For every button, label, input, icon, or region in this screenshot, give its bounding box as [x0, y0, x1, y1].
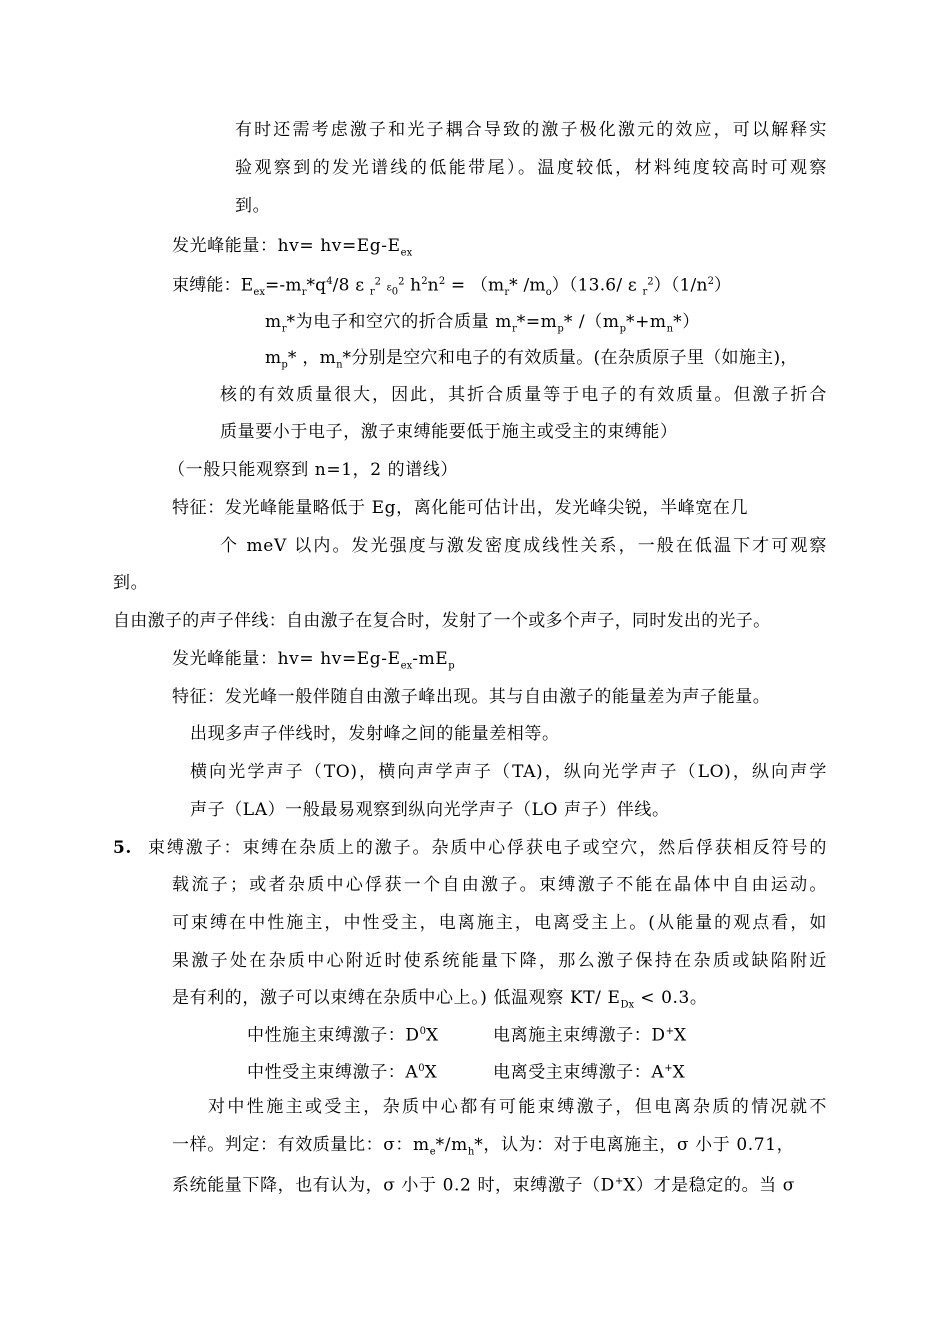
- text-run: ε: [386, 282, 392, 294]
- text-run: ）（1/n: [653, 275, 708, 296]
- subscript: Dx: [620, 999, 635, 1011]
- text-run: 是有利的，激子可以束缚在杂质中心上。) 低温观察 KT/ E: [172, 988, 621, 1008]
- text-run: X: [672, 1062, 686, 1083]
- text-run: < 0.3。: [640, 988, 708, 1008]
- subscript: r: [504, 287, 510, 299]
- text-line: 验观察到的发光谱线的低能带尾）。温度较低，材料纯度较高时可观察: [235, 158, 827, 178]
- text-run: = （m: [450, 275, 505, 296]
- text-run: =-m: [264, 275, 302, 296]
- superscript: +: [614, 1176, 624, 1187]
- subscript: r: [642, 286, 648, 298]
- text-run: */m: [435, 1135, 468, 1155]
- text-run: m: [265, 312, 282, 332]
- text-run: X: [426, 1025, 439, 1046]
- superscript: 2: [438, 276, 446, 287]
- formula-line: [172, 270, 731, 305]
- section-heading: 自由激子的声子伴线：自由激子在复合时，发射了一个或多个声子，同时发出的光子。: [113, 611, 771, 631]
- formula-line: [265, 346, 798, 377]
- text-line: 载流子；或者杂质中心俘获一个自由激子。束缚激子不能在晶体中自由运动。: [172, 875, 827, 895]
- text-run: ）: [714, 275, 732, 296]
- subscript: o: [545, 287, 552, 299]
- text-run: 发光峰能量：hv= hv=Eg-E: [172, 236, 401, 256]
- subscript: p: [619, 323, 626, 335]
- subscript: ex: [400, 660, 413, 672]
- subscript: r: [511, 323, 517, 335]
- superscript: 0: [418, 1063, 425, 1074]
- text-line: 出现多声子伴线时，发射峰之间的能量差相等。: [190, 724, 560, 744]
- subscript: ex: [253, 287, 265, 299]
- formula-line: [493, 1020, 687, 1048]
- subscript: n: [336, 359, 343, 371]
- superscript: 2: [374, 276, 381, 288]
- section-number: 5.: [113, 838, 132, 858]
- text-run: /8 ε: [332, 275, 365, 296]
- text-line: 到。: [113, 573, 149, 593]
- text-run: X: [674, 1025, 687, 1046]
- formula-line: [247, 1057, 437, 1085]
- superscript: 0: [419, 1026, 427, 1037]
- text-line: （一般只能观察到 n=1，2 的谱线）: [168, 460, 459, 480]
- text-line: 横向光学声子（TO)，横向声学声子（TA)，纵向光学声子（LO)，纵向声学: [190, 762, 827, 782]
- subscript: r: [281, 323, 287, 335]
- text-run: * ，m: [287, 348, 337, 368]
- text-line: 对中性施主或受主，杂质中心都有可能束缚激子，但电离杂质的情况就不: [208, 1097, 827, 1117]
- formula-line: [172, 1133, 794, 1164]
- text-run: *分别是空穴和电子的有效质量。(在杂质原子里（如施主)，: [342, 348, 798, 368]
- subscript: n: [666, 323, 674, 335]
- text-run: *+m: [625, 312, 667, 332]
- text-line: 质量要小于电子，激子束缚能要低于施主或受主的束缚能）: [220, 422, 678, 442]
- superscript: 2: [398, 276, 405, 288]
- text-run: 电离施主束缚激子：D: [493, 1025, 666, 1046]
- text-run: 电离受主束缚激子：A: [493, 1062, 665, 1083]
- text-run: *）: [673, 312, 700, 332]
- text-run: 发光峰能量：hv= hv=Eg-E: [172, 649, 401, 669]
- text-run: 中性施主束缚激子：D: [247, 1025, 420, 1046]
- text-run: ）（13.6/ ε: [551, 275, 637, 296]
- text-run: 束缚能：E: [172, 275, 254, 296]
- formula-line: [493, 1057, 685, 1085]
- text-run: 一样。判定：有效质量比：σ：m: [172, 1135, 430, 1155]
- text-line: 特征：发光峰一般伴随自由激子峰出现。其与自由激子的能量差为声子能量。: [172, 687, 771, 707]
- text-run: *，认为：对于电离施主，σ 小于 0.71，: [474, 1135, 795, 1155]
- superscript: 2: [647, 276, 654, 288]
- subscript: r: [301, 287, 307, 299]
- formula-line: [265, 310, 700, 341]
- text-run: *为电子和空穴的折合质量 m: [286, 312, 512, 332]
- subscript: p: [448, 660, 455, 672]
- subscript: ex: [400, 247, 413, 259]
- superscript: 4: [326, 276, 333, 287]
- text-line: 个 meV 以内。发光强度与激发密度成线性关系，一般在低温下才可观察: [220, 536, 827, 556]
- text-line: 果激子处在杂质中心附近时使系统能量下降，那么激子保持在杂质或缺陷附近: [172, 951, 827, 971]
- subscript: h: [467, 1146, 475, 1158]
- section-heading: 束缚激子：束缚在杂质上的激子。杂质中心俘获电子或空穴，然后俘获相反符号的: [148, 838, 827, 858]
- formula-line: [172, 647, 455, 678]
- formula-line: [172, 234, 412, 265]
- text-run: -mE: [412, 649, 449, 669]
- text-line: 可束缚在中性施主，中性受主，电离施主，电离受主上。(从能量的观点看，如: [172, 913, 827, 933]
- text-run: *q: [306, 275, 327, 296]
- text-line: 核的有效质量很大，因此，其折合质量等于电子的有效质量。但激子折合: [220, 385, 827, 405]
- formula-line: [247, 1020, 439, 1048]
- superscript: +: [664, 1063, 673, 1074]
- subscript: e: [429, 1146, 436, 1158]
- text-run: X）才是稳定的。当 σ: [623, 1175, 795, 1196]
- text-run: 系统能量下降，也有认为，σ 小于 0.2 时，束缚激子（D: [172, 1175, 615, 1196]
- subscript: r: [369, 286, 375, 298]
- superscript: 2: [421, 276, 428, 287]
- subscript: 0: [391, 286, 399, 298]
- superscript: 2: [707, 276, 714, 287]
- formula-line: [172, 1170, 795, 1198]
- text-line: 到。: [235, 196, 271, 216]
- text-run: h: [410, 275, 422, 296]
- text-run: * /（m: [563, 312, 620, 332]
- subscript: p: [281, 359, 288, 371]
- text-line: 声子（LA）一般最易观察到纵向光学声子（LO 声子）伴线。: [190, 800, 670, 820]
- text-run: m: [265, 348, 282, 368]
- text-run: * /m: [509, 275, 546, 296]
- text-line: 有时还需考虑激子和光子耦合导致的激子极化激元的效应，可以解释实: [235, 120, 827, 140]
- text-run: *=m: [516, 312, 558, 332]
- text-run: n: [427, 275, 439, 296]
- superscript: +: [665, 1026, 675, 1037]
- text-run: X: [424, 1062, 438, 1083]
- text-run: 中性受主束缚激子：A: [247, 1062, 419, 1083]
- subscript: p: [557, 323, 564, 335]
- text-line: 特征：发光峰能量略低于 Eg，离化能可估计出，发光峰尖锐，半峰宽在几: [172, 498, 749, 518]
- formula-line: [172, 986, 708, 1017]
